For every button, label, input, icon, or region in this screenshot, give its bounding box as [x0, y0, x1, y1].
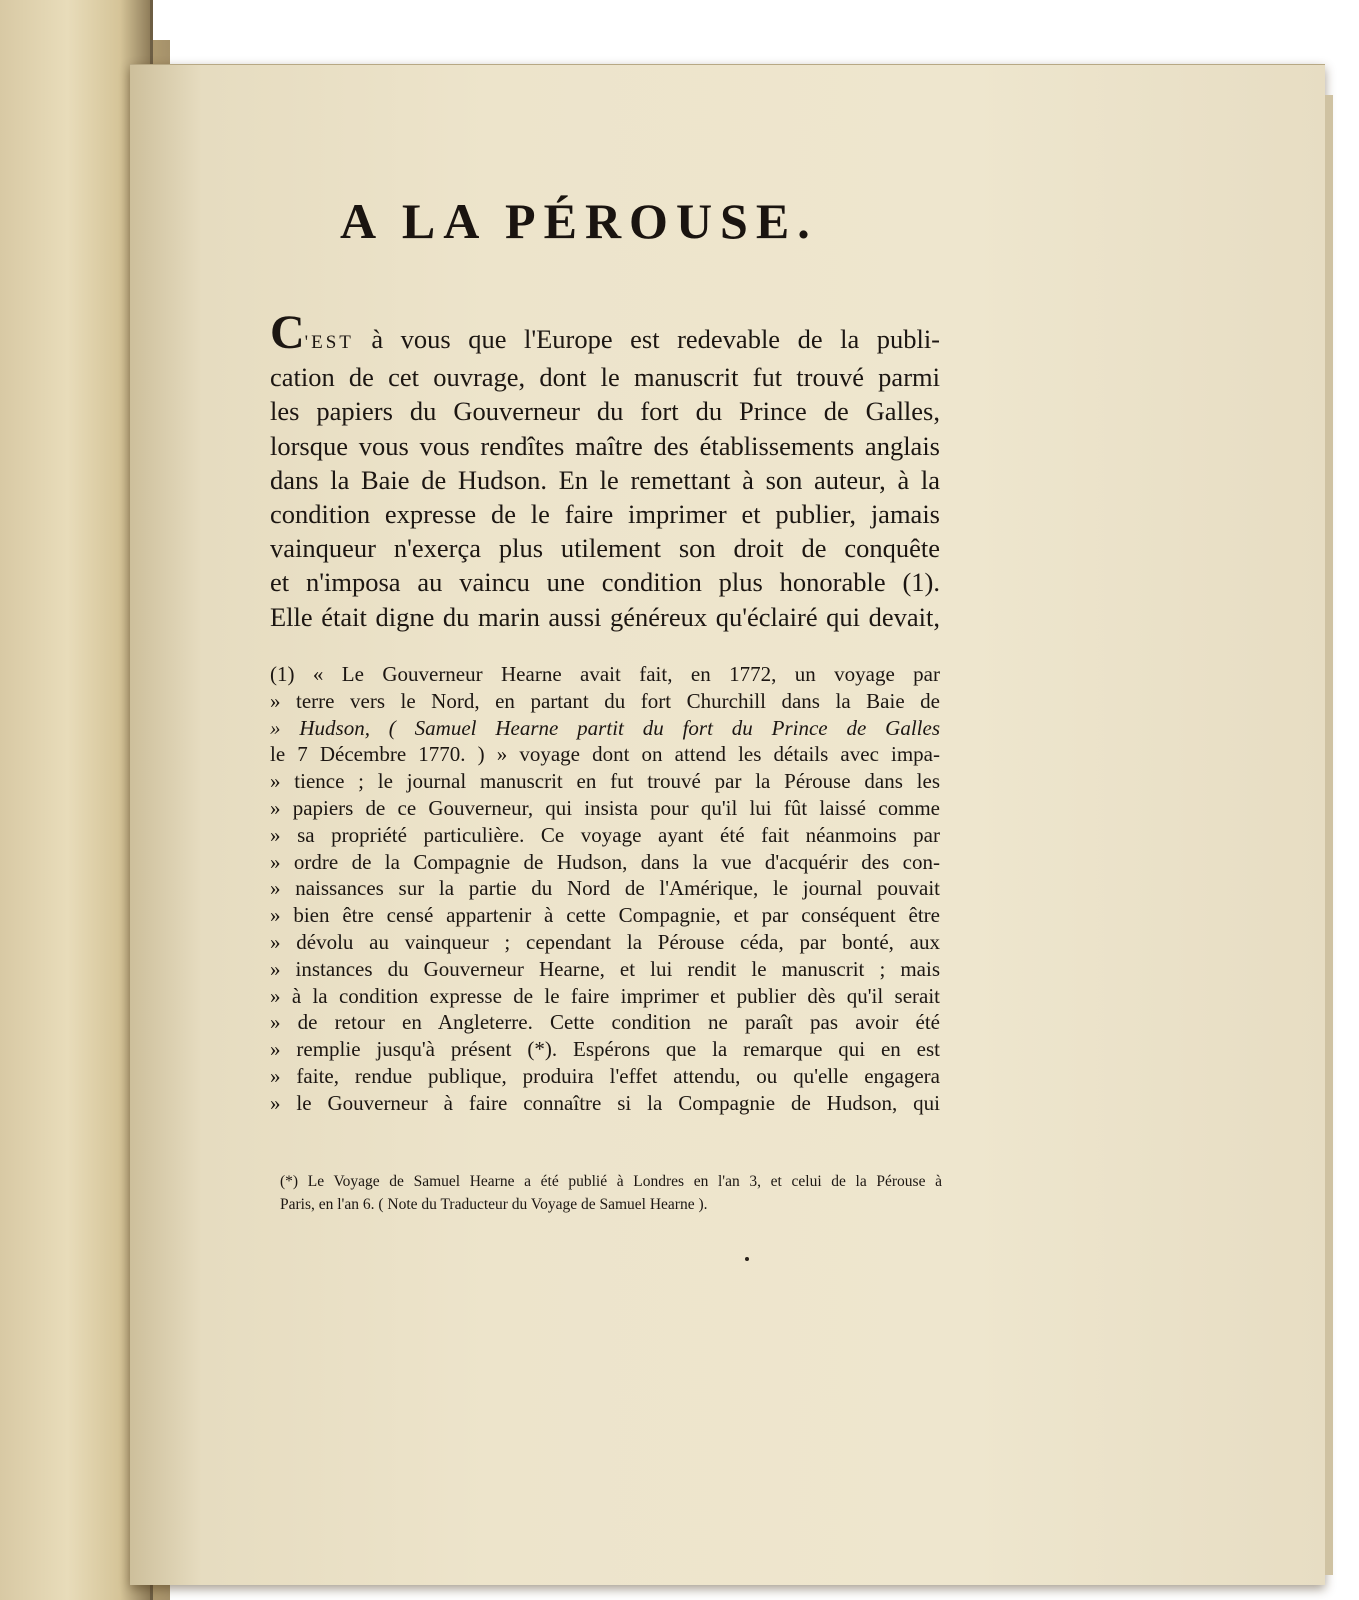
footnote-line: » sa propriété particulière. Ce voyage ayant été fait néanmoins par: [270, 822, 940, 847]
footnote-line: » terre vers le Nord, en partant du fort Churchill dans la Baie de: [270, 688, 940, 713]
footnote-line: » naissances sur la partie du Nord de l'Amérique, le journal pouvait: [270, 876, 940, 901]
footnote-line: » dévolu au vainqueur ; cependant la Pérouse céda, par bonté, aux: [270, 929, 940, 954]
page-mark-dot: [745, 1257, 749, 1261]
footnote-line: » de retour en Angleterre. Cette condition ne paraît pas avoir été: [270, 1010, 940, 1035]
body-line: condition expresse de le faire imprimer et publier, jamais: [270, 499, 940, 530]
sub-footnote: [280, 1170, 942, 1216]
footnote-line: (1) « Le Gouverneur Hearne avait fait, en 1772, un voyage par: [270, 662, 940, 686]
body-line: cation de cet ouvrage, dont le manuscrit fut trouvé parmi: [270, 362, 940, 393]
body-paragraph: [270, 306, 941, 634]
footnote-line: » à la condition expresse de le faire imprimer et publier dès qu'il serait: [270, 983, 940, 1008]
body-line: Elle était digne du marin aussi généreux qu'éclairé qui devait,: [270, 601, 940, 632]
footnote-line: » instances du Gouverneur Hearne, et lui rendit le manuscrit ; mais: [270, 956, 940, 981]
footnote-line: le 7 Décembre 1770. ) » voyage dont on attend les détails avec impa-: [270, 742, 940, 767]
body-line: [270, 306, 941, 360]
body-line: dans la Baie de Hudson. En le remettant à son auteur, à la: [270, 464, 940, 495]
body-line: vainqueur n'exerça plus utilement son droit de conquête: [270, 533, 940, 564]
body-line: lorsque vous vous rendîtes maître des établissements anglais: [270, 430, 940, 461]
page-edge: [1325, 95, 1333, 1575]
footnote-line: » ordre de la Compagnie de Hudson, dans la vue d'acquérir des con-: [270, 849, 940, 874]
footnote-line: » Hudson, ( Samuel Hearne partit du fort du Prince de Galles: [270, 715, 940, 740]
body-line-text: à vous que l'Europe est redevable de la publi-: [371, 324, 941, 354]
sub-footnote-line: (*) Le Voyage de Samuel Hearne a été publié à Londres en l'an 3, et celui de la Pérouse à: [280, 1173, 942, 1190]
body-line: les papiers du Gouverneur du fort du Prince de Galles,: [270, 396, 940, 427]
footnote: [270, 661, 940, 1117]
footnote-line: » le Gouverneur à faire connaître si la Compagnie de Hudson, qui: [270, 1090, 940, 1115]
footnote-line: » tience ; le journal manuscrit en fut trouvé par la Pérouse dans les: [270, 769, 940, 794]
small-caps-word: 'EST: [304, 332, 354, 353]
page-heading: A LA PÉROUSE.: [340, 193, 818, 249]
footnote-line: » remplie jusqu'à présent (*). Espérons que la remarque qui en est: [270, 1037, 940, 1062]
body-line: et n'imposa au vaincu une condition plus honorable (1).: [270, 567, 940, 598]
drop-cap: C: [270, 306, 305, 359]
footnote-line: » papiers de ce Gouverneur, qui insista pour qu'il lui fût laissé comme: [270, 795, 940, 820]
footnote-line: » bien être censé appartenir à cette Compagnie, et par conséquent être: [270, 903, 940, 928]
sub-footnote-line: Paris, en l'an 6. ( Note du Traducteur du Voyage de Samuel Hearne ).: [280, 1196, 708, 1213]
footnote-line: » faite, rendue publique, produira l'effet attendu, ou qu'elle engagera: [270, 1063, 940, 1088]
